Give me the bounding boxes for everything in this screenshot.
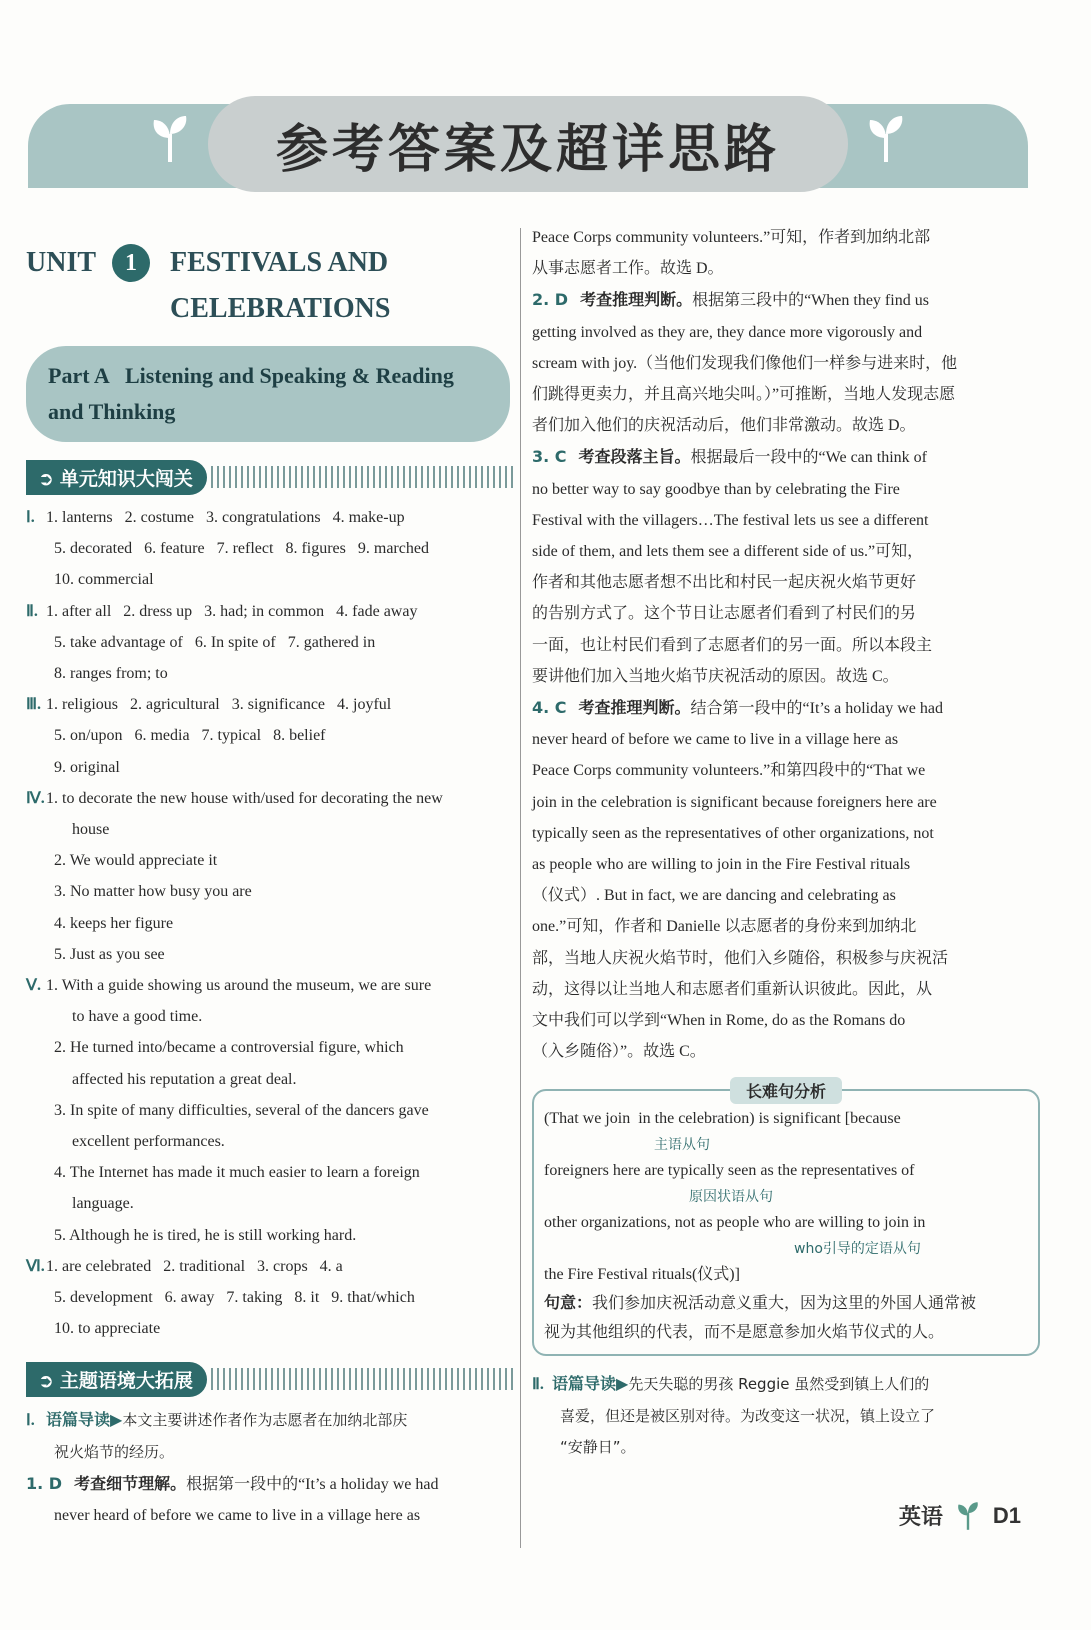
- question-kind: 考查细节理解。: [74, 1473, 187, 1493]
- roman-numeral: Ⅵ.: [26, 1257, 45, 1275]
- section-hatch: [211, 1368, 516, 1390]
- right-column: [532, 222, 1040, 1463]
- explanation-line: Peace Corps community volunteers.”可知，作者到加纳北部: [532, 229, 931, 246]
- question-number: 1. D: [26, 1473, 63, 1493]
- answer-line: 1. With a guide showing us around the museum, we are sure: [46, 977, 432, 995]
- answer-line: 2. He turned into/became a controversial figure, which: [54, 1039, 404, 1057]
- explanation-line: 部，当地人庆祝火焰节时，他们入乡随俗，积极参与庆祝活: [532, 949, 949, 967]
- left-column: [26, 230, 516, 1531]
- question-number: 4. C: [532, 698, 567, 718]
- analysis-line: other organizations, not as people who are willing to join in: [544, 1214, 926, 1232]
- answer-line: 10. to appreciate: [54, 1320, 161, 1338]
- sprout-icon: [864, 114, 908, 164]
- guide-text: 喜爱，但还是被区别对待。为改变这一状况，镇上设立了: [560, 1406, 936, 1425]
- column-divider: [520, 228, 521, 1548]
- guide-label: 语篇导读▶: [552, 1374, 629, 1394]
- sprout-icon: [148, 114, 192, 164]
- section-arrow-icon: ➲: [38, 467, 54, 490]
- answer-line: house: [72, 821, 110, 839]
- explanation-line: （入乡随俗）”。故选 C。: [532, 1043, 706, 1061]
- answer-line: 8. ranges from; to: [54, 665, 168, 683]
- answer-line: 5. development 6. away 7. taking 8. it 9. that/which: [54, 1289, 415, 1307]
- explanation-line: 动，这得以让当地人和志愿者们重新认识彼此。因此，从: [532, 980, 933, 998]
- answer-line: 10. commercial: [54, 571, 154, 589]
- section-hatch: [211, 466, 516, 488]
- roman-numeral: Ⅱ.: [26, 602, 38, 620]
- section-heading: [26, 460, 516, 494]
- explanation-line: Peace Corps community volunteers.”和第四段中的“That we: [532, 762, 926, 780]
- part-title-line: and Thinking: [48, 399, 176, 424]
- answer-block: [26, 502, 516, 1344]
- answer-line: 9. original: [54, 758, 120, 776]
- reading-block: [532, 1368, 1040, 1463]
- roman-numeral: Ⅲ.: [26, 696, 42, 714]
- explanation-line: 者们加入他们的庆祝活动后，他们非常激动。故选 D。: [532, 417, 916, 435]
- guide-label: 语篇导读▶: [46, 1410, 123, 1430]
- reading-block: [26, 1404, 516, 1531]
- analysis-line: foreigners here are typically seen as the representatives of: [544, 1162, 915, 1180]
- subject-label: 英语: [898, 1505, 943, 1530]
- explanation-line: as people who are willing to join in the Fire Festival rituals: [532, 856, 911, 874]
- section-title: 主题语境大拓展: [59, 1369, 193, 1392]
- question-number: 2. D: [532, 290, 569, 310]
- explanation-line: 的告别方式了。这个节日让志愿者们看到了村民们的另: [532, 605, 917, 623]
- translation-line: 我们参加庆祝活动意义重大，因为这里的外国人通常被: [592, 1293, 977, 1313]
- guide-text: 祝火焰节的经历。: [54, 1442, 175, 1461]
- roman-numeral: Ⅴ.: [26, 977, 41, 995]
- answer-line: 3. No matter how busy you are: [54, 883, 252, 901]
- explanation-line: （仪式）. But in fact, we are dancing and celebrating as: [532, 887, 896, 905]
- unit-number-badge: 1: [112, 244, 150, 282]
- guide-text: 先天失聪的男孩 Reggie 虽然受到镇上人们的: [628, 1375, 930, 1394]
- explanation-line: never heard of before we came to live in a village here as: [532, 731, 899, 749]
- answer-line: 5. take advantage of 6. In spite of 7. gathered in: [54, 633, 376, 651]
- explanation-line: 根据第一段中的“It’s a holiday we had: [186, 1475, 439, 1493]
- explanation-line: 根据第三段中的“When they find us: [692, 292, 929, 310]
- guide-text: 本文主要讲述作者作为志愿者在加纳北部庆: [122, 1411, 408, 1430]
- guide-text: “安静日”。: [560, 1437, 636, 1456]
- answer-line: 1. lanterns 2. costume 3. congratulations 4. make-up: [46, 509, 405, 526]
- page-title: 参考答案及超详思路: [275, 119, 780, 180]
- answer-line: 4. keeps her figure: [54, 914, 174, 932]
- translation-line: 视为其他组织的代表，而不是愿意参加火焰节仪式的人。: [544, 1322, 945, 1342]
- answer-line: 2. We would appreciate it: [54, 852, 218, 870]
- answer-line: language.: [72, 1195, 134, 1213]
- question-kind: 考查段落主旨。: [578, 447, 691, 467]
- part-title-line: Part A Listening and Speaking & Reading: [48, 363, 454, 388]
- explanation-line: 结合第一段中的“It’s a holiday we had: [690, 700, 943, 718]
- explanation-line: 们跳得更卖力，并且高兴地尖叫。）”可推断，当地人发现志愿: [532, 386, 956, 404]
- answer-line: 4. The Internet has made it much easier to learn a foreign: [54, 1164, 420, 1182]
- banner-title-pill: [208, 96, 848, 192]
- unit-title-line: FESTIVALS AND: [170, 247, 389, 278]
- section-arrow-icon: ➲: [38, 1369, 54, 1392]
- roman-numeral: Ⅳ.: [26, 789, 45, 807]
- sprout-icon: [953, 1501, 983, 1531]
- section-title: 单元知识大闯关: [59, 467, 193, 490]
- answer-line: 5. decorated 6. feature 7. reflect 8. figures 9. marched: [54, 540, 429, 558]
- question-number: 3. C: [532, 447, 567, 467]
- explanation-line: typically seen as the representatives of other organizations, not: [532, 824, 934, 842]
- analysis-note: 原因状语从句: [689, 1189, 773, 1206]
- answer-line: 1. religious 2. agricultural 3. significance 4. joyful: [46, 696, 392, 714]
- answer-line: 3. In spite of many difficulties, several of the dancers gave: [54, 1101, 429, 1119]
- explanation-line: no better way to say goodbye than by celebrating the Fire: [532, 480, 900, 498]
- explanation-line: Festival with the villagers…The festival lets us see a different: [532, 511, 929, 529]
- explanation-line: join in the celebration is significant because foreigners here are: [532, 793, 937, 811]
- explanation-line: getting involved as they are, they dance more vigorously and: [532, 323, 923, 341]
- answer-line: 1. are celebrated 2. traditional 3. crops 4. a: [46, 1257, 343, 1275]
- analysis-line: the Fire Festival rituals(仪式)]: [544, 1266, 740, 1284]
- unit-heading: [26, 240, 516, 332]
- roman-numeral: Ⅰ.: [26, 1412, 35, 1430]
- answer-line: 5. on/upon 6. media 7. typical 8. belief: [54, 727, 326, 745]
- roman-numeral: Ⅰ.: [26, 509, 35, 526]
- answer-line: 1. after all 2. dress up 3. had; in common 4. fade away: [46, 602, 418, 620]
- explanation-line: 根据最后一段中的“We can think of: [690, 449, 927, 467]
- explanation-line: 作者和其他志愿者想不出比和村民一起庆祝火焰节更好: [532, 574, 917, 592]
- unit-label: UNIT: [26, 247, 97, 278]
- section-heading: [26, 1362, 516, 1396]
- roman-numeral: Ⅱ.: [532, 1376, 544, 1394]
- unit-title: [170, 240, 390, 332]
- question-kind: 考查推理判断。: [580, 290, 693, 310]
- answer-line: affected his reputation a great deal.: [72, 1070, 297, 1088]
- answer-line: 5. Although he is tired, he is still working hard.: [54, 1226, 357, 1244]
- sentence-analysis-box: [532, 1082, 1040, 1356]
- part-heading: [26, 346, 510, 442]
- question-kind: 考查推理判断。: [578, 698, 691, 718]
- answer-line: 5. Just as you see: [54, 945, 165, 963]
- analysis-note: 主语从句: [654, 1137, 710, 1154]
- answer-line: excellent performances.: [72, 1133, 225, 1151]
- explanation-line: 从事志愿者工作。故选 D。: [532, 260, 724, 278]
- page-number: D1: [992, 1502, 1021, 1528]
- explanation-line: 文中我们可以学到“When in Rome, do as the Romans do: [532, 1012, 906, 1030]
- analysis-line: (That we join in the celebration) is significant [because: [544, 1110, 901, 1128]
- explanation-line: never heard of before we came to live in a village here as: [54, 1507, 421, 1525]
- analysis-title: 长难句分析: [730, 1077, 842, 1104]
- explanation-line: 一面，也让村民们看到了志愿者们的另一面。所以本段主: [532, 636, 933, 654]
- explanation-line: 要讲他们加入当地火焰节庆祝活动的原因。故选 C。: [532, 667, 899, 685]
- analysis-note: who引导的定语从句: [794, 1241, 921, 1258]
- answer-line: 1. to decorate the new house with/used for decorating the new: [46, 789, 443, 807]
- explanation-line: one.”可知，作者和 Danielle 以志愿者的身份来到加纳北: [532, 918, 917, 936]
- header-banner: [28, 96, 1028, 196]
- answer-line: to have a good time.: [72, 1008, 203, 1026]
- translation-label: 句意：: [544, 1293, 593, 1313]
- explanation-line: scream with joy.（当他们发现我们像他们一样参与进来时，他: [532, 354, 958, 372]
- page-footer: [899, 1500, 1021, 1531]
- explanation-line: side of them, and lets them see a different side of us.”可知，: [532, 543, 924, 561]
- unit-title-line: CELEBRATIONS: [170, 293, 391, 324]
